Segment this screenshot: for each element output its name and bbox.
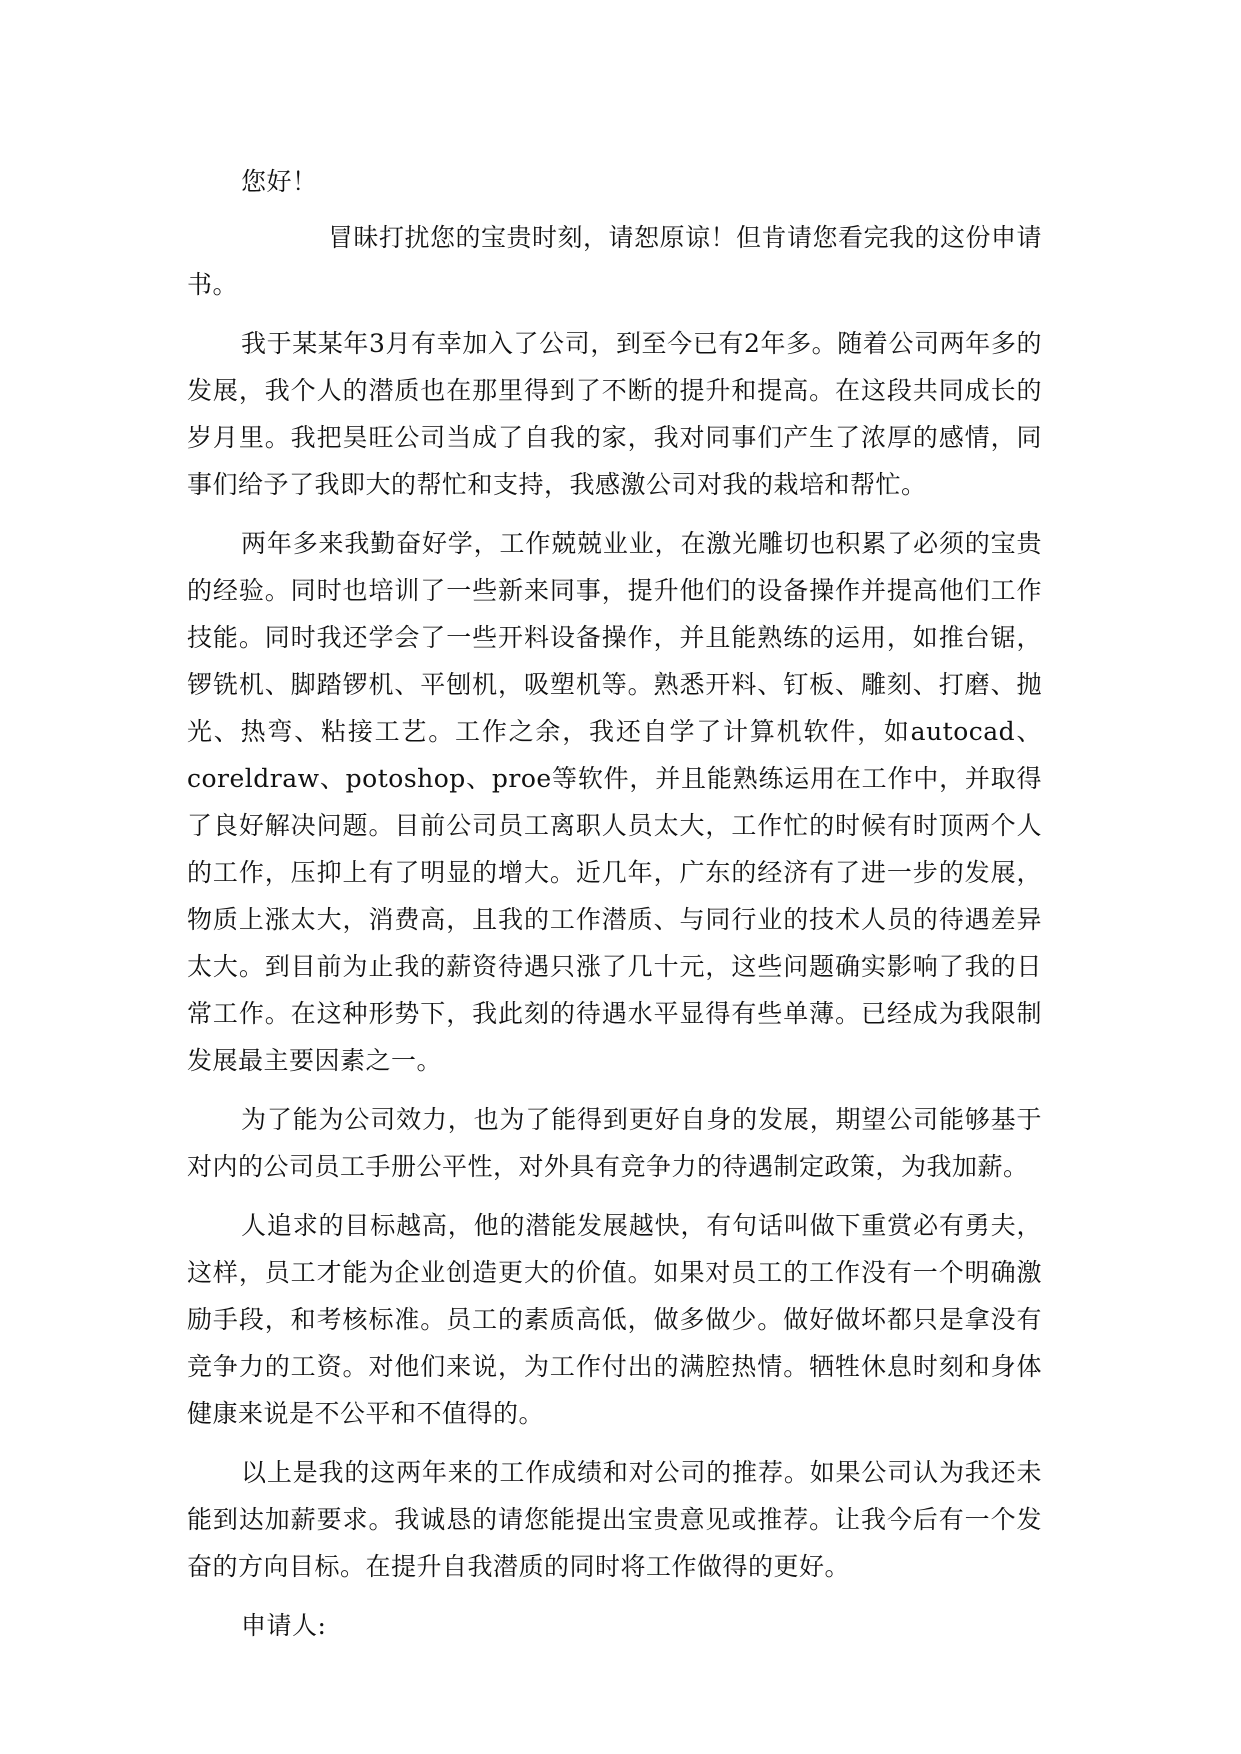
letter-paragraph: 两年多来我勤奋好学，工作兢兢业业，在激光雕切也积累了必须的宝贵的经验。同时也培训了一些新来同事，提升他们的设备操作并提高他们工作技能。同时我还学会了一些开料设备操作，并且能熟练的运用，如推台锯，锣铣机、脚踏锣机、平刨机，吸塑机等。熟悉开料、钉板、雕刻、打磨、抛光、热弯、粘接工艺。工作之余，我还自学了计算机软件，如autocad、coreldraw、potoshop、proe等软件，并且能熟练运用在工作中，并取得了良好解决问题。目前公司员工离职人员太大，工作忙的时候有时顶两个人的工作，压抑上有了明显的增大。近几年，广东的经济有了进一步的发展，物质上涨太大，消费高，且我的工作潜质、与同行业的技术人员的待遇差异太大。到目前为止我的薪资待遇只涨了几十元，这些问题确实影响了我的日常工作。在这种形势下，我此刻的待遇水平显得有些单薄。已经成为我限制发展最主要因素之一。 bbox=[187, 529, 1042, 1075]
letter-paragraph: 以上是我的这两年来的工作成绩和对公司的推荐。如果公司认为我还未能到达加薪要求。我诚恳的请您能提出宝贵意见或推荐。让我今后有一个发奋的方向目标。在提升自我潜质的同时将工作做得的更好。 bbox=[187, 1458, 1042, 1581]
signature-label: 申请人: bbox=[241, 1611, 327, 1640]
letter-paragraph: 人追求的目标越高，他的潜能发展越快，有句话叫做下重赏必有勇夫，这样，员工才能为企业创造更大的价值。如果对员工的工作没有一个明确激励手段，和考核标准。员工的素质高低，做多做少。做好做坏都只是拿没有竞争力的工资。对他们来说，为工作付出的满腔热情。牺牲休息时刻和身体健康来说是不公平和不值得的。 bbox=[187, 1211, 1042, 1428]
letter-paragraph: 为了能为公司效力，也为了能得到更好自身的发展，期望公司能够基于对内的公司员工手册公平性，对外具有竞争力的待遇制定政策，为我加薪。 bbox=[187, 1105, 1042, 1181]
letter-paragraph: 我于某某年3月有幸加入了公司，到至今已有2年多。随着公司两年多的发展，我个人的潜质也在那里得到了不断的提升和提高。在这段共同成长的岁月里。我把昊旺公司当成了自我的家，我对同事们产生了浓厚的感情，同事们给予了我即大的帮忙和支持，我感激公司对我的栽培和帮忙。 bbox=[187, 329, 1042, 499]
letter-body bbox=[187, 158, 1042, 1649]
letter-paragraph-intro: 冒昧打扰您的宝贵时刻，请恕原谅！但肯请您看完我的这份申请书。 bbox=[187, 223, 1043, 299]
letter-greeting: 您好！ bbox=[241, 167, 318, 196]
